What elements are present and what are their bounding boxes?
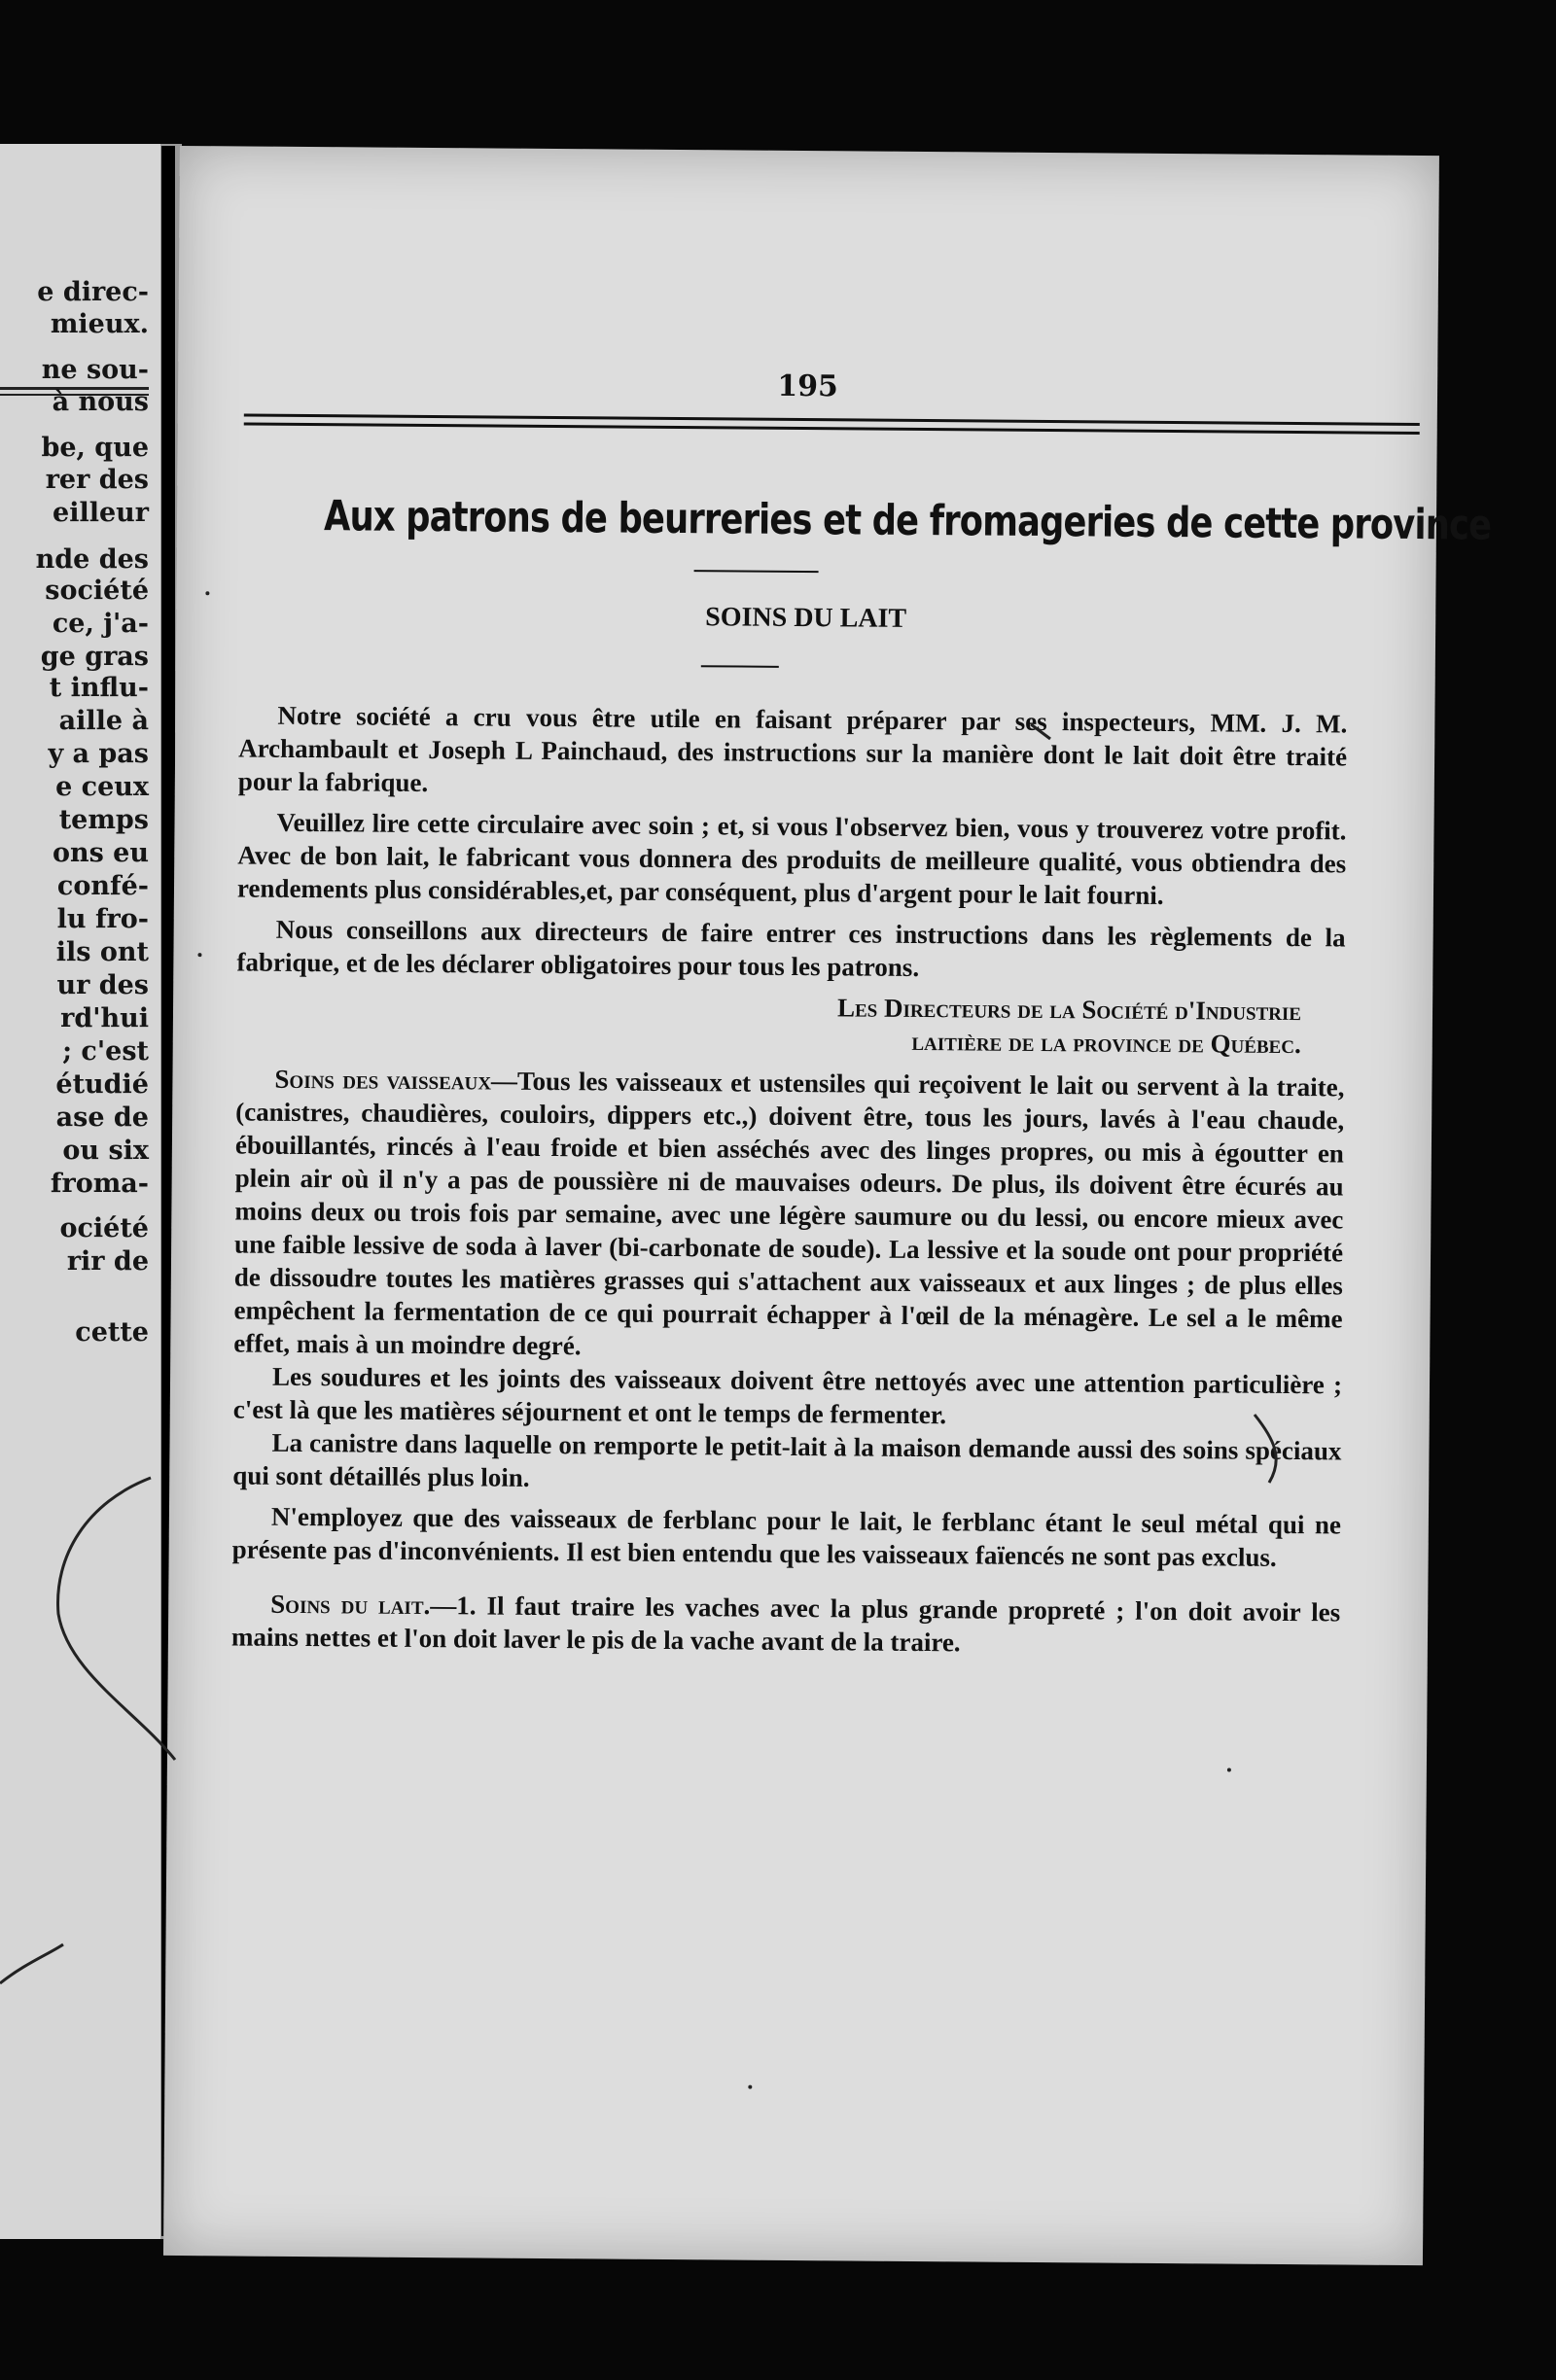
title-divider	[694, 570, 819, 573]
facing-page	[0, 144, 160, 2239]
facing-page-fragment: rer des	[45, 465, 149, 495]
facing-page-fragment: ne sou-	[41, 355, 149, 385]
book-page	[163, 146, 1492, 2265]
facing-page-fragment: rir de	[66, 1246, 149, 1277]
facing-page-fragment: ce, j'a-	[52, 609, 149, 639]
ink-speck	[197, 953, 201, 957]
signature	[236, 986, 1345, 1061]
vaisseaux-text: —Tous les vaisseaux et ustensiles qui reçoivent le lait ou servent à la traite, (canistres, chaudières, couloirs, dippers etc.,) doivent être, tous les jours, lavés à l'eau chaude, ébouillantés, rincés à l'eau froide et bien asséchés avec des linges propres, ou mis à égoutter en plein air où il n'y a pas de poussière ni de mauvaises odeurs. De plus, ils doivent être écurés au moins deux ou trois fois par semaine, avec une légère saumure ou du lessi, ou encore mieux avec une faible lessive de soda à laver (bi-carbonate de soude). La lessive et la soude ont pour propriété de dissoudre toutes les matières grasses qui s'attachent aux vaisseaux et aux linges ; de plus elles empêchent la fermentation de ce qui pourrait échapper à l'œil de la ménagère. Le sel a le même effet, mais à un moindre degré.	[233, 1066, 1345, 1361]
facing-page-fragment: ase de	[55, 1102, 149, 1133]
facing-page-fragment: cette	[75, 1317, 149, 1348]
paragraph-soudures: Les soudures et les joints des vaisseaux doivent être nettoyés avec une attention particulière ; c'est là que les matières séjournent et ont le temps de fermenter.	[232, 1361, 1343, 1430]
signature-line-1: Les Directeurs de la Société d'Industrie	[836, 993, 1302, 1027]
facing-page-fragment: ons eu	[52, 838, 149, 868]
body-text	[231, 698, 1348, 1662]
facing-page-fragment: ils ont	[55, 937, 149, 967]
facing-page-fragment: ou six	[62, 1136, 149, 1166]
section-divider	[701, 665, 779, 668]
facing-page-fragment: temps	[58, 805, 149, 835]
facing-page-fragment: lu fro-	[56, 904, 149, 934]
soins-lait-text: —1. Il faut traire les vaches avec la plus grande propreté ; l'on doit avoir les mains nettes et l'on doit laver le pis de la vache avant de la traire.	[230, 1591, 1341, 1658]
facing-page-fragment: be, que	[41, 433, 149, 463]
facing-page-fragment: ur des	[56, 970, 149, 1000]
facing-page-fragment: eilleur	[53, 498, 149, 528]
paragraph-soins-lait	[231, 1587, 1340, 1662]
facing-page-fragment: rd'hui	[60, 1003, 149, 1033]
paragraph-intro: Notre société a cru vous être utile en faisant préparer par ses inspecteurs, MM. J. M. Archambault et Joseph L Painchaud, des instructions sur la manière dont le lait doit être traité pour la fabrique.	[237, 700, 1348, 798]
facing-page-fragment: ge gras	[40, 642, 149, 672]
paragraph-canistre: La canistre dans laquelle on remporte le petit-lait à la maison demande aussi des soins spéciaux qui sont détaillés plus loin.	[232, 1427, 1342, 1492]
ink-speck	[1227, 1768, 1231, 1772]
ink-speck	[748, 2085, 752, 2089]
facing-page-fragment: t influ-	[49, 673, 149, 703]
facing-page-fragment: confé-	[56, 871, 149, 901]
facing-page-fragment: y a pas	[48, 739, 149, 769]
article-title: Aux patrons de beurreries et de fromageries de cette province	[323, 492, 1492, 550]
paragraph-directors: Nous conseillons aux directeurs de faire entrer ces instructions dans les règlements de la fabrique, et de les déclarer obligatoires pour tous les patrons.	[236, 914, 1346, 982]
facing-page-fragment: société	[45, 576, 149, 606]
facing-page-fragment: nde des	[35, 544, 149, 575]
paragraph-vaisseaux	[233, 1062, 1344, 1368]
facing-page-fragment: à nous	[52, 387, 149, 417]
header-rule	[244, 414, 1420, 435]
section-title: SOINS DU LAIT	[705, 602, 907, 634]
paragraph-circular: Veuillez lire cette circulaire avec soin ; et, si vous l'observez bien, vous y trouverez votre profit. Avec de bon lait, le fabricant vous donnera des produits de meilleure qualité, vous obtiendra des rendements plus considérables,et, par conséquent, plus d'argent pour le lait fourni.	[236, 807, 1347, 910]
paragraph-ferblanc: N'employez que des vaisseaux de ferblanc pour le lait, le ferblanc étant le seul métal qui ne présente pas d'inconvénients. Il est bien entendu que les vaisseaux faïencés ne sont pas exclus.	[231, 1501, 1342, 1572]
facing-page-fragment: mieux.	[50, 309, 149, 339]
facing-page-fragment: étudié	[55, 1069, 149, 1100]
vaisseaux-heading: Soins des vaisseaux	[274, 1064, 492, 1096]
page-number: 195	[777, 368, 839, 404]
ink-speck	[205, 591, 209, 595]
signature-line-2: laitière de la province de Québec.	[911, 1026, 1301, 1060]
facing-page-fragment: e direc-	[37, 277, 149, 307]
facing-page-fragment: e ceux	[55, 772, 149, 802]
facing-page-fragment: ; c'est	[62, 1036, 149, 1067]
soins-lait-heading: Soins du lait.	[270, 1589, 431, 1621]
facing-page-fragment: ociété	[59, 1213, 149, 1243]
facing-page-fragment: froma-	[50, 1169, 149, 1199]
facing-page-fragment: aille à	[58, 706, 149, 736]
